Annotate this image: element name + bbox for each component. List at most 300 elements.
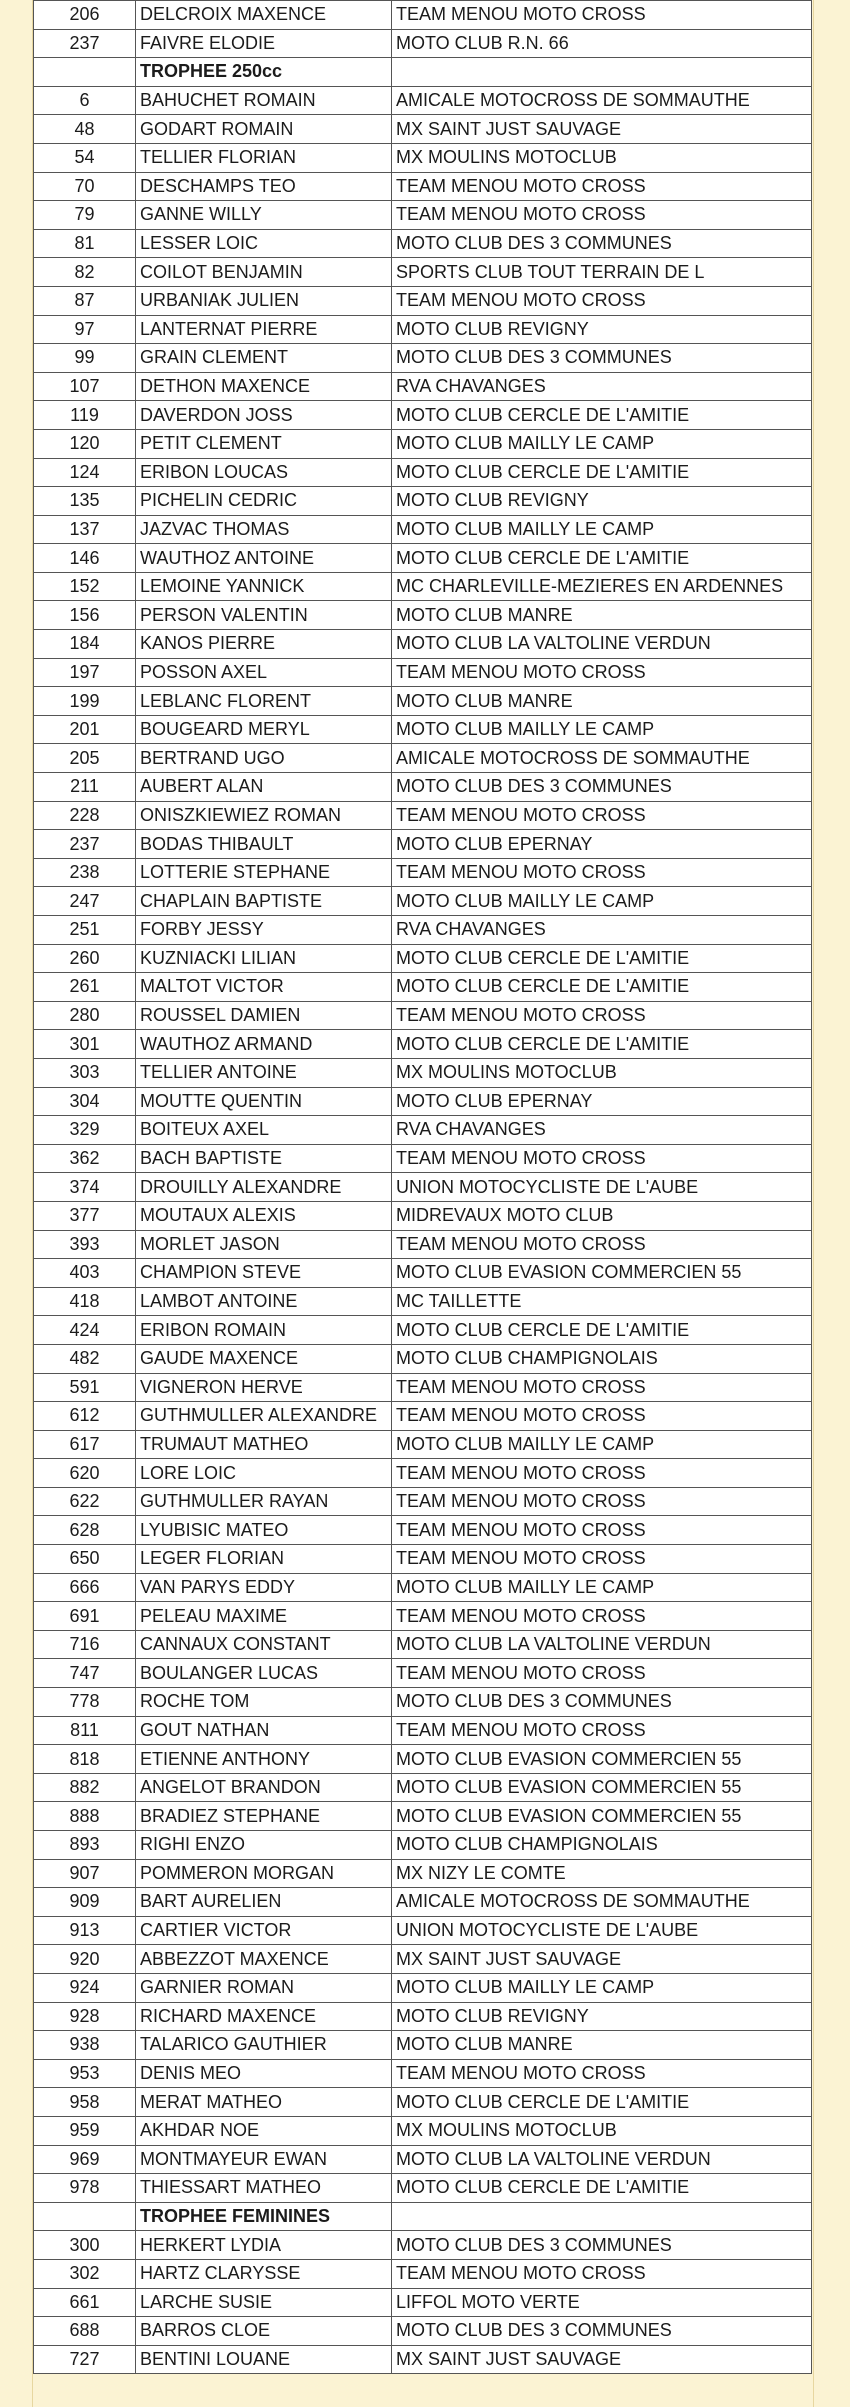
rider-name: GANNE WILLY — [136, 201, 392, 230]
rider-club: MOTO CLUB LA VALTOLINE VERDUN — [392, 1630, 812, 1659]
rider-club: MC TAILLETTE — [392, 1287, 812, 1316]
rider-club: TEAM MENOU MOTO CROSS — [392, 1001, 812, 1030]
rider-row — [34, 2116, 812, 2145]
rider-club: MOTO CLUB MAILLY LE CAMP — [392, 715, 812, 744]
rider-club: MOTO CLUB LA VALTOLINE VERDUN — [392, 630, 812, 659]
rider-row — [34, 1945, 812, 1974]
rider-name: MORLET JASON — [136, 1230, 392, 1259]
rider-club: MOTO CLUB REVIGNY — [392, 2002, 812, 2031]
rider-row — [34, 2174, 812, 2203]
rider-row — [34, 544, 812, 573]
rider-row — [34, 372, 812, 401]
rider-club: MOTO CLUB CERCLE DE L'AMITIE — [392, 973, 812, 1002]
rider-number: 107 — [34, 372, 136, 401]
rider-number: 907 — [34, 1859, 136, 1888]
rider-row — [34, 29, 812, 58]
rider-club: MOTO CLUB MAILLY LE CAMP — [392, 1430, 812, 1459]
rider-number: 199 — [34, 687, 136, 716]
rider-row — [34, 1487, 812, 1516]
rider-name: MALTOT VICTOR — [136, 973, 392, 1002]
rider-number: 261 — [34, 973, 136, 1002]
rider-number: 882 — [34, 1773, 136, 1802]
rider-number: 156 — [34, 601, 136, 630]
rider-number: 666 — [34, 1573, 136, 1602]
rider-name: WAUTHOZ ANTOINE — [136, 544, 392, 573]
rider-club: MOTO CLUB MANRE — [392, 601, 812, 630]
rider-number: 938 — [34, 2031, 136, 2060]
rider-row — [34, 1745, 812, 1774]
rider-name: MOUTTE QUENTIN — [136, 1087, 392, 1116]
rider-name: DROUILLY ALEXANDRE — [136, 1173, 392, 1202]
rider-club: MOTO CLUB MAILLY LE CAMP — [392, 1973, 812, 2002]
rider-number: 377 — [34, 1201, 136, 1230]
rider-name: VIGNERON HERVE — [136, 1373, 392, 1402]
rider-club: TEAM MENOU MOTO CROSS — [392, 1402, 812, 1431]
rider-row — [34, 658, 812, 687]
rider-row — [34, 258, 812, 287]
rider-row — [34, 2259, 812, 2288]
rider-number: 688 — [34, 2317, 136, 2346]
rider-row — [34, 2059, 812, 2088]
rider-row — [34, 1573, 812, 1602]
rider-number: 247 — [34, 887, 136, 916]
rider-name: HERKERT LYDIA — [136, 2231, 392, 2260]
rider-name: GRAIN CLEMENT — [136, 344, 392, 373]
rider-number: 628 — [34, 1516, 136, 1545]
rider-name: BOITEUX AXEL — [136, 1116, 392, 1145]
rider-name: HARTZ CLARYSSE — [136, 2259, 392, 2288]
rider-name: CARTIER VICTOR — [136, 1916, 392, 1945]
rider-number: 197 — [34, 658, 136, 687]
rider-number: 591 — [34, 1373, 136, 1402]
rider-number: 424 — [34, 1316, 136, 1345]
section-number-cell — [34, 58, 136, 87]
rider-number: 393 — [34, 1230, 136, 1259]
rider-name: ANGELOT BRANDON — [136, 1773, 392, 1802]
rider-row — [34, 1316, 812, 1345]
rider-number: 79 — [34, 201, 136, 230]
rider-row — [34, 1173, 812, 1202]
rider-row — [34, 1773, 812, 1802]
rider-row — [34, 715, 812, 744]
rider-row — [34, 1630, 812, 1659]
rider-row — [34, 1373, 812, 1402]
rider-club: MOTO CLUB CERCLE DE L'AMITIE — [392, 2174, 812, 2203]
rider-name: WAUTHOZ ARMAND — [136, 1030, 392, 1059]
rider-name: POMMERON MORGAN — [136, 1859, 392, 1888]
rider-club: MX NIZY LE COMTE — [392, 1859, 812, 1888]
rider-club: MOTO CLUB CERCLE DE L'AMITIE — [392, 2088, 812, 2117]
rider-club: TEAM MENOU MOTO CROSS — [392, 286, 812, 315]
rider-club: MOTO CLUB DES 3 COMMUNES — [392, 773, 812, 802]
rider-row — [34, 1430, 812, 1459]
rider-name: ROCHE TOM — [136, 1688, 392, 1717]
rider-number: 48 — [34, 115, 136, 144]
rider-number: 302 — [34, 2259, 136, 2288]
rider-club: MOTO CLUB DES 3 COMMUNES — [392, 344, 812, 373]
rider-row — [34, 1, 812, 30]
rider-number: 99 — [34, 344, 136, 373]
rider-number: 661 — [34, 2288, 136, 2317]
rider-row — [34, 801, 812, 830]
rider-number: 403 — [34, 1259, 136, 1288]
rider-club: MOTO CLUB CHAMPIGNOLAIS — [392, 1344, 812, 1373]
rider-name: DENIS MEO — [136, 2059, 392, 2088]
rider-row — [34, 944, 812, 973]
rider-name: VAN PARYS EDDY — [136, 1573, 392, 1602]
rider-row — [34, 286, 812, 315]
rider-name: FAIVRE ELODIE — [136, 29, 392, 58]
rider-number: 969 — [34, 2145, 136, 2174]
rider-number: 727 — [34, 2345, 136, 2374]
rider-club: MOTO CLUB CERCLE DE L'AMITIE — [392, 458, 812, 487]
rider-number: 953 — [34, 2059, 136, 2088]
rider-club: TEAM MENOU MOTO CROSS — [392, 1545, 812, 1574]
rider-row — [34, 2002, 812, 2031]
rider-club: MOTO CLUB MAILLY LE CAMP — [392, 515, 812, 544]
rider-name: GUTHMULLER RAYAN — [136, 1487, 392, 1516]
rider-name: BOUGEARD MERYL — [136, 715, 392, 744]
rider-number: 747 — [34, 1659, 136, 1688]
rider-club: MOTO CLUB CHAMPIGNOLAIS — [392, 1831, 812, 1860]
rider-number: 924 — [34, 1973, 136, 2002]
rider-number: 909 — [34, 1888, 136, 1917]
rider-name: ONISZKIEWIEZ ROMAN — [136, 801, 392, 830]
rider-number: 888 — [34, 1802, 136, 1831]
rider-number: 238 — [34, 858, 136, 887]
rider-row — [34, 858, 812, 887]
rider-name: RICHARD MAXENCE — [136, 2002, 392, 2031]
rider-row — [34, 1287, 812, 1316]
rider-name: BRADIEZ STEPHANE — [136, 1802, 392, 1831]
rider-club: MX MOULINS MOTOCLUB — [392, 2116, 812, 2145]
rider-row — [34, 1716, 812, 1745]
rider-name: PERSON VALENTIN — [136, 601, 392, 630]
rider-club: MOTO CLUB DES 3 COMMUNES — [392, 2317, 812, 2346]
rider-name: LEGER FLORIAN — [136, 1545, 392, 1574]
rider-row — [34, 1087, 812, 1116]
rider-name: LEBLANC FLORENT — [136, 687, 392, 716]
rider-row — [34, 916, 812, 945]
rider-name: MERAT MATHEO — [136, 2088, 392, 2117]
rider-club: MOTO CLUB MAILLY LE CAMP — [392, 887, 812, 916]
rider-number: 300 — [34, 2231, 136, 2260]
rider-club: TEAM MENOU MOTO CROSS — [392, 1659, 812, 1688]
rider-name: TALARICO GAUTHIER — [136, 2031, 392, 2060]
rider-number: 87 — [34, 286, 136, 315]
rider-row — [34, 1402, 812, 1431]
rider-row — [34, 1058, 812, 1087]
rider-row — [34, 458, 812, 487]
rider-club: MOTO CLUB R.N. 66 — [392, 29, 812, 58]
rider-name: BAHUCHET ROMAIN — [136, 86, 392, 115]
rider-name: DELCROIX MAXENCE — [136, 1, 392, 30]
rider-name: DESCHAMPS TEO — [136, 172, 392, 201]
rider-row — [34, 887, 812, 916]
rider-club: MOTO CLUB EVASION COMMERCIEN 55 — [392, 1773, 812, 1802]
rider-row — [34, 1831, 812, 1860]
rider-number: 260 — [34, 944, 136, 973]
rider-club: TEAM MENOU MOTO CROSS — [392, 2259, 812, 2288]
rider-club: TEAM MENOU MOTO CROSS — [392, 201, 812, 230]
rider-row — [34, 1859, 812, 1888]
rider-number: 206 — [34, 1, 136, 30]
rider-name: AKHDAR NOE — [136, 2116, 392, 2145]
rider-club: MOTO CLUB EPERNAY — [392, 1087, 812, 1116]
rider-number: 251 — [34, 916, 136, 945]
rider-name: CHAMPION STEVE — [136, 1259, 392, 1288]
rider-club: LIFFOL MOTO VERTE — [392, 2288, 812, 2317]
rider-name: GAUDE MAXENCE — [136, 1344, 392, 1373]
rider-row — [34, 773, 812, 802]
rider-club: RVA CHAVANGES — [392, 1116, 812, 1145]
entry-list-body — [34, 1, 812, 2374]
rider-club: TEAM MENOU MOTO CROSS — [392, 1459, 812, 1488]
rider-row — [34, 515, 812, 544]
rider-row — [34, 201, 812, 230]
rider-number: 650 — [34, 1545, 136, 1574]
rider-club: TEAM MENOU MOTO CROSS — [392, 1716, 812, 1745]
rider-name: LORE LOIC — [136, 1459, 392, 1488]
rider-club: MOTO CLUB CERCLE DE L'AMITIE — [392, 944, 812, 973]
rider-club: MOTO CLUB MANRE — [392, 2031, 812, 2060]
rider-name: TRUMAUT MATHEO — [136, 1430, 392, 1459]
rider-name: COILOT BENJAMIN — [136, 258, 392, 287]
rider-number: 362 — [34, 1144, 136, 1173]
rider-club: RVA CHAVANGES — [392, 372, 812, 401]
rider-number: 82 — [34, 258, 136, 287]
rider-club: TEAM MENOU MOTO CROSS — [392, 1144, 812, 1173]
rider-row — [34, 630, 812, 659]
rider-row — [34, 1144, 812, 1173]
rider-name: LEMOINE YANNICK — [136, 572, 392, 601]
rider-club: MOTO CLUB CERCLE DE L'AMITIE — [392, 401, 812, 430]
rider-club: MOTO CLUB EPERNAY — [392, 830, 812, 859]
section-title: TROPHEE 250cc — [136, 58, 392, 87]
rider-number: 124 — [34, 458, 136, 487]
rider-number: 778 — [34, 1688, 136, 1717]
rider-row — [34, 1688, 812, 1717]
rider-number: 205 — [34, 744, 136, 773]
rider-name: URBANIAK JULIEN — [136, 286, 392, 315]
rider-club: TEAM MENOU MOTO CROSS — [392, 1, 812, 30]
rider-name: KANOS PIERRE — [136, 630, 392, 659]
rider-row — [34, 1001, 812, 1030]
rider-name: FORBY JESSY — [136, 916, 392, 945]
rider-name: LYUBISIC MATEO — [136, 1516, 392, 1545]
rider-club: TEAM MENOU MOTO CROSS — [392, 1373, 812, 1402]
rider-name: ERIBON ROMAIN — [136, 1316, 392, 1345]
rider-name: CHAPLAIN BAPTISTE — [136, 887, 392, 916]
rider-name: BART AURELIEN — [136, 1888, 392, 1917]
rider-row — [34, 1201, 812, 1230]
rider-name: THIESSART MATHEO — [136, 2174, 392, 2203]
rider-number: 893 — [34, 1831, 136, 1860]
rider-row — [34, 1802, 812, 1831]
rider-club: MOTO CLUB EVASION COMMERCIEN 55 — [392, 1745, 812, 1774]
section-title: TROPHEE FEMININES — [136, 2202, 392, 2231]
rider-row — [34, 601, 812, 630]
rider-name: BENTINI LOUANE — [136, 2345, 392, 2374]
rider-club: MOTO CLUB EVASION COMMERCIEN 55 — [392, 1259, 812, 1288]
rider-row — [34, 1259, 812, 1288]
rider-club: TEAM MENOU MOTO CROSS — [392, 658, 812, 687]
rider-name: POSSON AXEL — [136, 658, 392, 687]
rider-club: AMICALE MOTOCROSS DE SOMMAUTHE — [392, 744, 812, 773]
rider-club: MOTO CLUB LA VALTOLINE VERDUN — [392, 2145, 812, 2174]
rider-name: ABBEZZOT MAXENCE — [136, 1945, 392, 1974]
rider-number: 201 — [34, 715, 136, 744]
rider-club: MX SAINT JUST SAUVAGE — [392, 115, 812, 144]
rider-number: 818 — [34, 1745, 136, 1774]
rider-club: MX SAINT JUST SAUVAGE — [392, 1945, 812, 1974]
rider-name: BACH BAPTISTE — [136, 1144, 392, 1173]
entry-list-table — [33, 0, 812, 2374]
rider-row — [34, 1344, 812, 1373]
section-header-row — [34, 58, 812, 87]
rider-row — [34, 1516, 812, 1545]
rider-row — [34, 2088, 812, 2117]
rider-name: KUZNIACKI LILIAN — [136, 944, 392, 973]
rider-row — [34, 2231, 812, 2260]
rider-name: MOUTAUX ALEXIS — [136, 1201, 392, 1230]
rider-number: 418 — [34, 1287, 136, 1316]
rider-row — [34, 1888, 812, 1917]
rider-name: ROUSSEL DAMIEN — [136, 1001, 392, 1030]
rider-row — [34, 86, 812, 115]
rider-row — [34, 2288, 812, 2317]
rider-name: LAMBOT ANTOINE — [136, 1287, 392, 1316]
rider-number: 237 — [34, 29, 136, 58]
rider-name: RIGHI ENZO — [136, 1831, 392, 1860]
rider-number: 329 — [34, 1116, 136, 1145]
rider-number: 6 — [34, 86, 136, 115]
rider-row — [34, 687, 812, 716]
rider-name: ETIENNE ANTHONY — [136, 1745, 392, 1774]
rider-row — [34, 115, 812, 144]
rider-name: BARROS CLOE — [136, 2317, 392, 2346]
rider-club: RVA CHAVANGES — [392, 916, 812, 945]
rider-club: MOTO CLUB MAILLY LE CAMP — [392, 429, 812, 458]
rider-name: BERTRAND UGO — [136, 744, 392, 773]
rider-number: 237 — [34, 830, 136, 859]
rider-club: TEAM MENOU MOTO CROSS — [392, 1602, 812, 1631]
rider-club: MOTO CLUB CERCLE DE L'AMITIE — [392, 1030, 812, 1059]
rider-club: MOTO CLUB REVIGNY — [392, 315, 812, 344]
rider-name: PELEAU MAXIME — [136, 1602, 392, 1631]
rider-club: UNION MOTOCYCLISTE DE L'AUBE — [392, 1916, 812, 1945]
rider-row — [34, 2145, 812, 2174]
rider-club: MX MOULINS MOTOCLUB — [392, 143, 812, 172]
rider-number: 617 — [34, 1430, 136, 1459]
rider-row — [34, 487, 812, 516]
rider-name: LESSER LOIC — [136, 229, 392, 258]
rider-number: 374 — [34, 1173, 136, 1202]
rider-row — [34, 1916, 812, 1945]
rider-name: LARCHE SUSIE — [136, 2288, 392, 2317]
rider-number: 691 — [34, 1602, 136, 1631]
rider-club: TEAM MENOU MOTO CROSS — [392, 1516, 812, 1545]
rider-club: MOTO CLUB CERCLE DE L'AMITIE — [392, 1316, 812, 1345]
section-club-cell — [392, 58, 812, 87]
rider-club: TEAM MENOU MOTO CROSS — [392, 172, 812, 201]
rider-club: MOTO CLUB REVIGNY — [392, 487, 812, 516]
rider-club: MX MOULINS MOTOCLUB — [392, 1058, 812, 1087]
rider-name: BOULANGER LUCAS — [136, 1659, 392, 1688]
rider-club: UNION MOTOCYCLISTE DE L'AUBE — [392, 1173, 812, 1202]
rider-row — [34, 401, 812, 430]
rider-number: 146 — [34, 544, 136, 573]
rider-number: 304 — [34, 1087, 136, 1116]
rider-number: 135 — [34, 487, 136, 516]
rider-number: 152 — [34, 572, 136, 601]
rider-row — [34, 2345, 812, 2374]
rider-number: 978 — [34, 2174, 136, 2203]
rider-club: TEAM MENOU MOTO CROSS — [392, 801, 812, 830]
rider-row — [34, 1459, 812, 1488]
rider-row — [34, 1030, 812, 1059]
rider-name: DAVERDON JOSS — [136, 401, 392, 430]
rider-name: AUBERT ALAN — [136, 773, 392, 802]
rider-row — [34, 973, 812, 1002]
rider-club: AMICALE MOTOCROSS DE SOMMAUTHE — [392, 1888, 812, 1917]
rider-row — [34, 830, 812, 859]
rider-number: 280 — [34, 1001, 136, 1030]
rider-club: MC CHARLEVILLE-MEZIERES EN ARDENNES — [392, 572, 812, 601]
rider-name: PETIT CLEMENT — [136, 429, 392, 458]
rider-club: TEAM MENOU MOTO CROSS — [392, 1230, 812, 1259]
rider-number: 81 — [34, 229, 136, 258]
section-header-row — [34, 2202, 812, 2231]
rider-row — [34, 1545, 812, 1574]
rider-name: PICHELIN CEDRIC — [136, 487, 392, 516]
rider-club: MIDREVAUX MOTO CLUB — [392, 1201, 812, 1230]
rider-club: MOTO CLUB CERCLE DE L'AMITIE — [392, 544, 812, 573]
rider-number: 716 — [34, 1630, 136, 1659]
rider-number: 97 — [34, 315, 136, 344]
rider-number: 120 — [34, 429, 136, 458]
rider-number: 211 — [34, 773, 136, 802]
rider-number: 70 — [34, 172, 136, 201]
rider-number: 811 — [34, 1716, 136, 1745]
rider-row — [34, 429, 812, 458]
rider-club: MOTO CLUB DES 3 COMMUNES — [392, 1688, 812, 1717]
rider-row — [34, 1659, 812, 1688]
rider-row — [34, 344, 812, 373]
rider-name: GODART ROMAIN — [136, 115, 392, 144]
rider-row — [34, 2317, 812, 2346]
rider-row — [34, 1230, 812, 1259]
rider-number: 928 — [34, 2002, 136, 2031]
section-club-cell — [392, 2202, 812, 2231]
rider-row — [34, 2031, 812, 2060]
rider-number: 54 — [34, 143, 136, 172]
rider-club: AMICALE MOTOCROSS DE SOMMAUTHE — [392, 86, 812, 115]
rider-row — [34, 1973, 812, 2002]
rider-club: MOTO CLUB DES 3 COMMUNES — [392, 229, 812, 258]
rider-number: 959 — [34, 2116, 136, 2145]
rider-number: 622 — [34, 1487, 136, 1516]
rider-number: 913 — [34, 1916, 136, 1945]
rider-club: TEAM MENOU MOTO CROSS — [392, 858, 812, 887]
rider-club: TEAM MENOU MOTO CROSS — [392, 1487, 812, 1516]
rider-row — [34, 315, 812, 344]
rider-name: LANTERNAT PIERRE — [136, 315, 392, 344]
rider-number: 620 — [34, 1459, 136, 1488]
rider-number: 119 — [34, 401, 136, 430]
rider-club: MX SAINT JUST SAUVAGE — [392, 2345, 812, 2374]
rider-club: MOTO CLUB MAILLY LE CAMP — [392, 1573, 812, 1602]
